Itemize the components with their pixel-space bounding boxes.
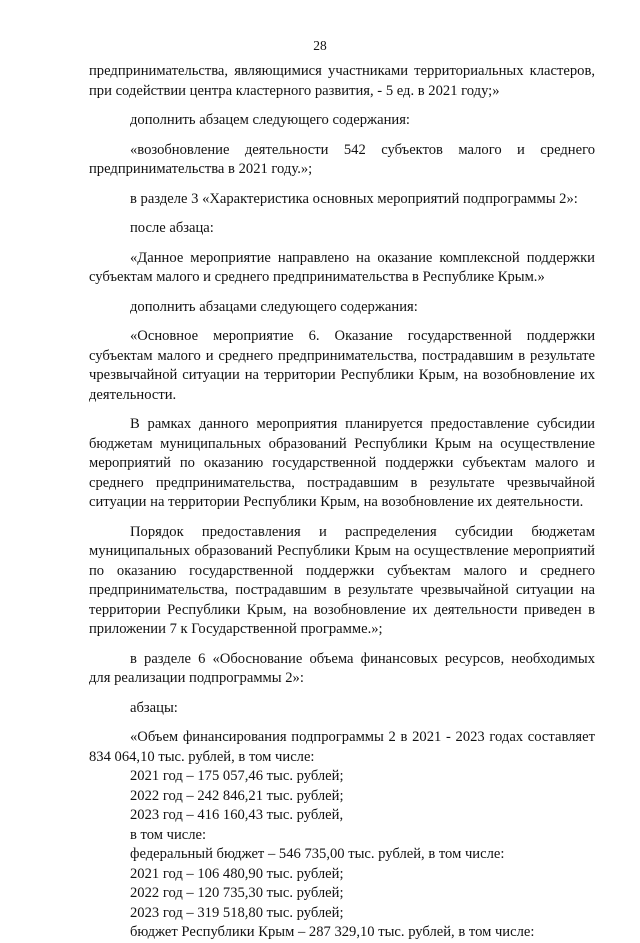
paragraph-4: в разделе 3 «Характеристика основных мероприятий подпрограммы 2»: <box>130 190 578 207</box>
page-number: 28 <box>313 38 327 53</box>
paragraph-11: в разделе 6 «Обоснование объема финансовых ресурсов, необходимых для реализации подпрограммы 2»: <box>89 650 595 686</box>
paragraph-7: дополнить абзацами следующего содержания: <box>130 298 418 315</box>
funding-line: 2023 год – 319 518,80 тыс. рублей; <box>130 904 344 921</box>
paragraph-6: «Данное мероприятие направлено на оказание комплексной поддержки субъектам малого и среднего предпринимательства в Республике Крым.» <box>89 249 595 285</box>
funding-line: 2022 год – 120 735,30 тыс. рублей; <box>130 885 344 901</box>
paragraph-9: В рамках данного мероприятия планируется предоставление субсидии бюджетам муниципальных образований Республики Крым на осуществление мероприятий по оказанию государственной поддержки субъектам малого и среднего предпринимательства, пострадавшим в результате чрезвычайной ситуации на территории Республики Крым, на возобновление их деятельности. <box>89 416 595 510</box>
funding-line: федеральный бюджет – 546 735,00 тыс. рублей, в том числе: <box>130 846 505 862</box>
funding-line: 2023 год – 416 160,43 тыс. рублей, <box>130 807 344 823</box>
paragraph-1: предпринимательства, являющимися участниками территориальных кластеров, при содействии центра кластерного развития, - 5 ед. в 2021 году;» <box>89 63 595 99</box>
funding-line: в том числе: <box>130 826 207 843</box>
funding-line: бюджет Республики Крым – 287 329,10 тыс. рублей, в том числе: <box>130 924 535 940</box>
funding-line: 2021 год – 175 057,46 тыс. рублей; <box>130 768 344 784</box>
paragraph-13: «Объем финансирования подпрограммы 2 в 2021 - 2023 годах составляет 834 064,10 тыс. рублей, в том числе: <box>89 729 595 765</box>
paragraph-12: абзацы: <box>130 699 178 716</box>
paragraph-10: Порядок предоставления и распределения субсидии бюджетам муниципальных образований Республики Крым на осуществление мероприятий по оказанию государственной поддержки субъектам малого и среднего предпринимательства, пострадавшим в результате чрезвычайной ситуации на территории Республики Крым, на возобновление их деятельности приведен в приложении 7 к Государственной программе.»; <box>89 523 595 637</box>
paragraph-8: «Основное мероприятие 6. Оказание государственной поддержки субъектам малого и среднего предпринимательства, пострадавшим в результате чрезвычайной ситуации на территории Республики Крым, на возобновление их деятельности. <box>89 328 595 403</box>
document-body <box>89 62 595 943</box>
funding-line: 2022 год – 242 846,21 тыс. рублей; <box>130 787 344 804</box>
paragraph-3: «возобновление деятельности 542 субъектов малого и среднего предпринимательства в 2021 году.»; <box>89 141 595 177</box>
funding-line: 2021 год – 106 480,90 тыс. рублей; <box>130 865 344 882</box>
paragraph-5: после абзаца: <box>130 220 214 236</box>
paragraph-2: дополнить абзацем следующего содержания: <box>130 112 410 128</box>
